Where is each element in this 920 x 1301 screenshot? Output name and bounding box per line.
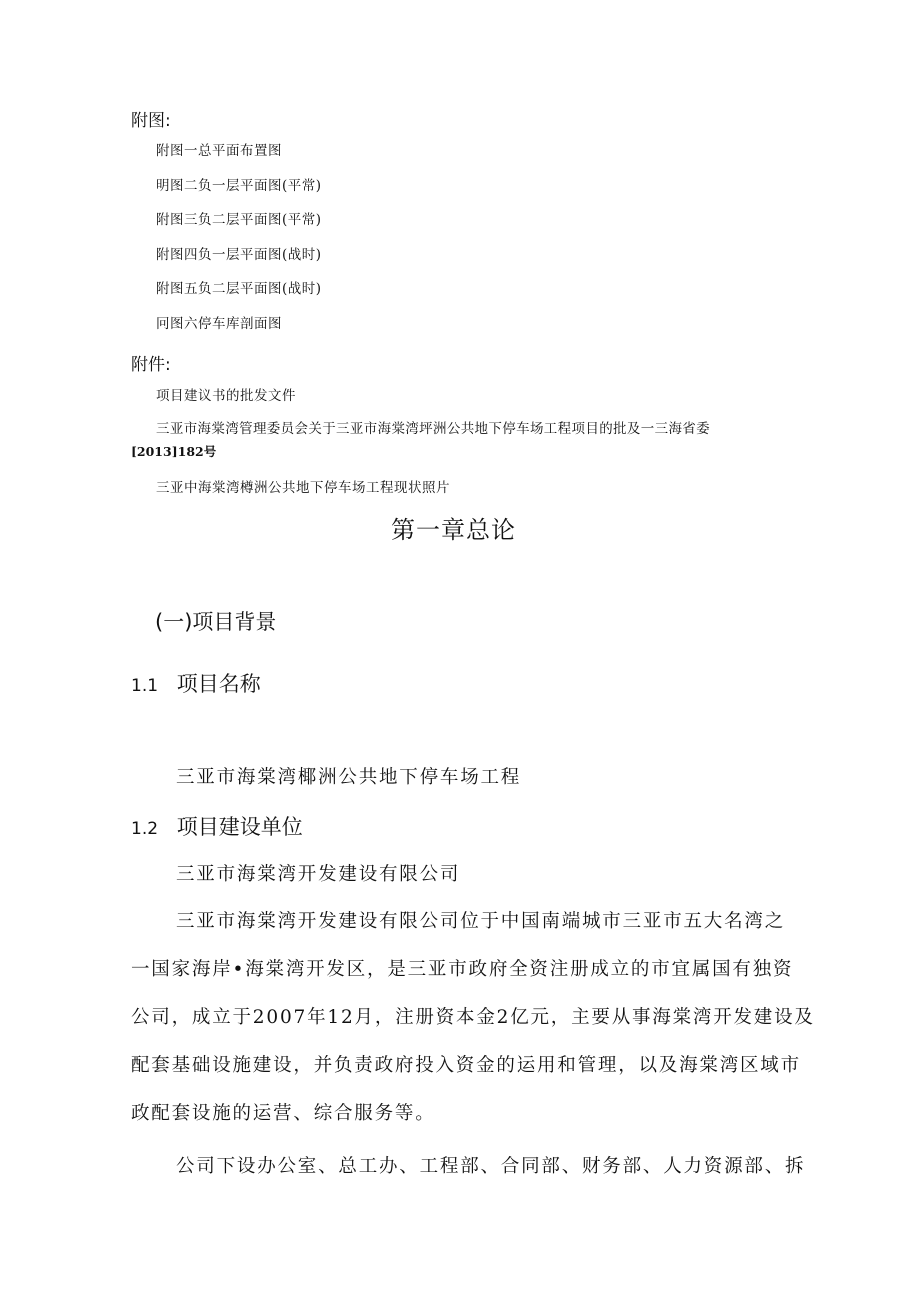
- paragraph-line: 公司下设办公室、总工办、工程部、合同部、财务部、人力资源部、拆: [176, 1156, 806, 1177]
- chapter-title: 第一章总论: [391, 516, 516, 544]
- subsection-number: 1.1: [131, 676, 159, 696]
- attachment-item: 三亚市海棠湾管理委员会关于三亚市海棠湾坪洲公共地下停车场工程项目的批及一三海省委: [156, 421, 710, 437]
- project-name: 三亚市海棠湾椰洲公共地下停车场工程: [176, 767, 522, 788]
- appendix-figure-item: 附图四负一层平面图(战时): [156, 247, 322, 263]
- paragraph-line: 政配套设施的运营、综合服务等。: [131, 1103, 436, 1124]
- appendix-figure-item: 附图三负二层平面图(平常): [156, 212, 322, 228]
- appendix-figures-title: 附图:: [131, 111, 171, 131]
- section-title: (一)项目背景: [155, 610, 277, 634]
- subsection-title: 项目名称: [176, 672, 261, 696]
- subsection-number: 1.2: [131, 819, 159, 839]
- subsection-heading: [131, 668, 261, 698]
- subsection-heading: [131, 811, 303, 841]
- subsection-title: 项目建设单位: [176, 815, 303, 839]
- appendix-figure-item: 明图二负一层平面图(平常): [156, 178, 322, 194]
- paragraph-line: 一国家海岸•海棠湾开发区，是三亚市政府全资注册成立的市宜属国有独资: [131, 959, 794, 980]
- paragraph-line: 配套基础设施建设，并负责政府投入资金的运用和管理，以及海棠湾区域市: [131, 1055, 801, 1076]
- paragraph-line: 公司，成立于2007年12月，注册资本金2亿元，主要从事海棠湾开发建设及: [131, 1007, 815, 1028]
- attachment-item-continuation: [2013]182号: [131, 444, 217, 459]
- attachments-title: 附件:: [131, 355, 171, 375]
- appendix-figure-item: 附图一总平面布置图: [156, 143, 282, 159]
- attachment-item: 项目建议书的批发文件: [156, 388, 296, 404]
- builder-name: 三亚市海棠湾开发建设有限公司: [176, 864, 461, 885]
- appendix-figure-item: 附图五负二层平面图(战时): [156, 281, 322, 297]
- attachment-item: 三亚中海棠湾樽洲公共地下停车场工程现状照片: [156, 480, 450, 496]
- paragraph-line: 三亚市海棠湾开发建设有限公司位于中国南端城市三亚市五大名湾之: [176, 911, 786, 932]
- appendix-figure-item: 冋图六停车库剖面图: [156, 316, 282, 332]
